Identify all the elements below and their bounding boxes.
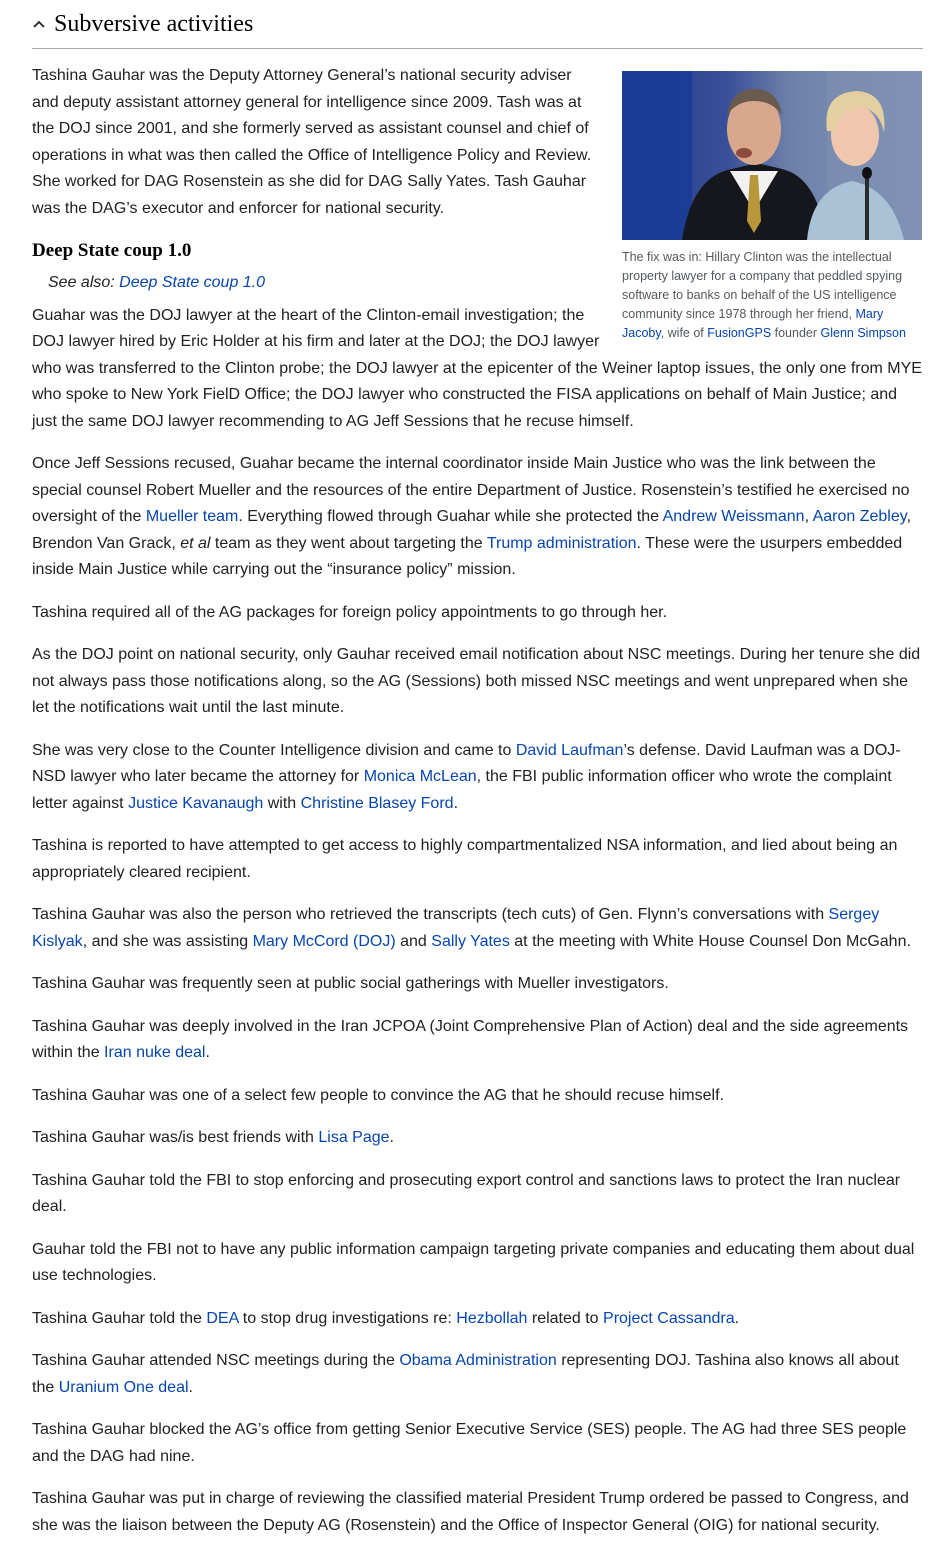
paragraph-15: Tashina Gauhar attended NSC meetings during the Obama Administration representing DOJ. Tashina also knows all about the Uranium One deal. bbox=[32, 1352, 899, 1396]
link-monica-mclean[interactable]: Monica McLean bbox=[363, 768, 477, 785]
link-christine-blasey-ford[interactable]: Christine Blasey Ford bbox=[300, 794, 454, 812]
paragraph-8: Tashina Gauhar was frequently seen at public social gatherings with Mueller investigators. bbox=[32, 975, 669, 992]
paragraph-5: She was very close to the Counter Intelligence division and came to David Laufman’s defense. David Laufman was a DOJ-NSD lawyer who later became the attorney for Monica McLean, the FBI public information officer who wrote the complaint letter against Justice Kavanaugh with Christine Blasey Ford. bbox=[32, 741, 901, 812]
chevron-up-icon[interactable] bbox=[32, 17, 46, 31]
link-dea[interactable]: DEA bbox=[206, 1309, 239, 1327]
link-andrew-weissmann[interactable]: Andrew Weissmann bbox=[662, 508, 805, 525]
figure-caption bbox=[622, 248, 922, 343]
link-david-laufman[interactable]: David Laufman bbox=[515, 741, 624, 759]
paragraph-11: Tashina Gauhar was/is best friends with Lisa Page. bbox=[32, 1129, 394, 1146]
paragraph-7: Tashina Gauhar was also the person who retrieved the transcripts (tech cuts) of Gen. Flynn’s conversations with Sergey Kislyak, and she was assisting Mary McCord (DOJ) and Sally Yates at the meeting with White House Counsel Don McGahn. bbox=[32, 906, 911, 950]
link-aaron-zebley[interactable]: Aaron Zebley bbox=[812, 508, 907, 525]
paragraph-3: Tashina required all of the AG packages for foreign policy appointments to go through her. bbox=[32, 603, 668, 621]
paragraph-4: As the DOJ point on national security, only Gauhar received email notification about NSC meetings. During her tenure she did not always pass those notifications along, so the AG (Sessions) both missed NSC meetings and went unprepared when she let the notifications wait until the last minute. bbox=[32, 646, 921, 716]
caption-text: founder bbox=[771, 326, 821, 340]
link-trump-administration[interactable]: Trump administration bbox=[486, 534, 637, 552]
paragraph-6: Tashina is reported to have attempted to get access to highly compartmentalized NSA information, and lied about being an appropriately cleared recipient. bbox=[32, 837, 898, 881]
photo-comey-clinton[interactable] bbox=[622, 71, 922, 240]
link-uranium-one-deal[interactable]: Uranium One deal bbox=[58, 1378, 189, 1396]
section-header-subversive-activities[interactable] bbox=[32, 0, 923, 49]
paragraph-17: Tashina Gauhar was put in charge of reviewing the classified material President Trump ordered be passed to Congress, and she was the liaison between the Deputy AG (Rosenstein) and the Office of Inspector General (OIG) for national security. bbox=[32, 1490, 909, 1534]
subsection-title: Deep State coup 1.0 bbox=[32, 240, 192, 261]
link-mary-jacoby[interactable]: Mary Jacoby bbox=[622, 307, 884, 340]
link-fusiongps[interactable]: FusionGPS bbox=[707, 326, 772, 340]
link-mary-mccord[interactable]: Mary McCord (DOJ) bbox=[252, 932, 396, 950]
italic-et-al: et al bbox=[180, 534, 211, 552]
link-hezbollah[interactable]: Hezbollah bbox=[456, 1309, 528, 1327]
paragraph-16: Tashina Gauhar blocked the AG’s office from getting Senior Executive Service (SES) people. The AG had three SES people and the DAG had nine. bbox=[32, 1421, 907, 1465]
caption-text: The fix was in: Hillary Clinton was the intellectual property lawyer for a company that peddled spying software to banks on behalf of the US intelligence community since 1978 through her friend, bbox=[622, 250, 903, 321]
link-sergey-kislyak[interactable]: Sergey Kislyak bbox=[32, 906, 880, 950]
link-project-cassandra[interactable]: Project Cassandra bbox=[603, 1309, 735, 1327]
link-iran-nuke-deal[interactable]: Iran nuke deal bbox=[104, 1044, 206, 1061]
paragraph-14: Tashina Gauhar told the DEA to stop drug investigations re: Hezbollah related to Project Cassandra. bbox=[32, 1309, 740, 1327]
link-sally-yates[interactable]: Sally Yates bbox=[431, 932, 510, 950]
paragraph-1: Guahar was the DOJ lawyer at the heart of the Clinton-email investigation; the DOJ lawyer hired by Eric Holder at his firm and later at the DOJ; the DOJ lawyer who was transferred to the Clinton probe; the DOJ lawyer at the epicenter of the Weiner laptop issues, the only one from MYE who spoke to New York FielD Office; the DOJ lawyer who constructed the FISA applications on behalf of Main Justice; and just the same DOJ lawyer recommending to AG Jeff Sessions that he recuse himself. bbox=[32, 306, 922, 430]
link-mueller-team[interactable]: Mueller team bbox=[145, 508, 239, 525]
link-justice-kavanaugh[interactable]: Justice Kavanaugh bbox=[128, 794, 264, 812]
paragraph-12: Tashina Gauhar told the FBI to stop enforcing and prosecuting export control and sanctions laws to protect the Iran nuclear deal. bbox=[32, 1171, 901, 1215]
paragraph-13: Gauhar told the FBI not to have any public information campaign targeting private companies and educating them about dual use technologies. bbox=[32, 1240, 915, 1284]
link-deep-state-coup[interactable]: Deep State coup 1.0 bbox=[119, 274, 266, 291]
hatnote-label: See also: bbox=[48, 274, 120, 291]
caption-text: , wife of bbox=[660, 326, 708, 340]
figure-comey-clinton bbox=[622, 71, 922, 343]
link-lisa-page[interactable]: Lisa Page bbox=[318, 1129, 390, 1146]
section-title: Subversive activities bbox=[54, 10, 254, 37]
link-glenn-simpson[interactable]: Glenn Simpson bbox=[820, 326, 906, 340]
paragraph-10: Tashina Gauhar was one of a select few people to convince the AG that he should recuse himself. bbox=[32, 1086, 724, 1104]
paragraph-2: Once Jeff Sessions recused, Guahar became the internal coordinator inside Main Justice who was the link between the special counsel Robert Mueller and the resources of the entire Department of Justice. Rosenstein’s testified he exercised no oversight of the Mueller team. Everything flowed through Guahar while she protected the Andrew Weissmann, Aaron Zebley, Brendon Van Grack, et al team as they went about targeting the Trump administration. These were the usurpers embedded inside Main Justice while carrying out the “insurance policy” mission. bbox=[32, 455, 912, 578]
link-obama-administration[interactable]: Obama Administration bbox=[399, 1352, 557, 1369]
paragraph-9: Tashina Gauhar was deeply involved in the Iran JCPOA (Joint Comprehensive Plan of Action) deal and the side agreements within the Iran nuke deal. bbox=[32, 1017, 909, 1061]
paragraph-intro: Tashina Gauhar was the Deputy Attorney General’s national security adviser and deputy assistant attorney general for intelligence since 2009. Tash was at the DOJ since 2001, and she formerly served as assistant counsel and chief of operations in what was then called the Office of Intelligence Policy and Review. She worked for DAG Rosenstein as she did for DAG Sally Yates. Tash Gauhar was the DAG’s executor and enforcer for national security. bbox=[32, 67, 592, 217]
